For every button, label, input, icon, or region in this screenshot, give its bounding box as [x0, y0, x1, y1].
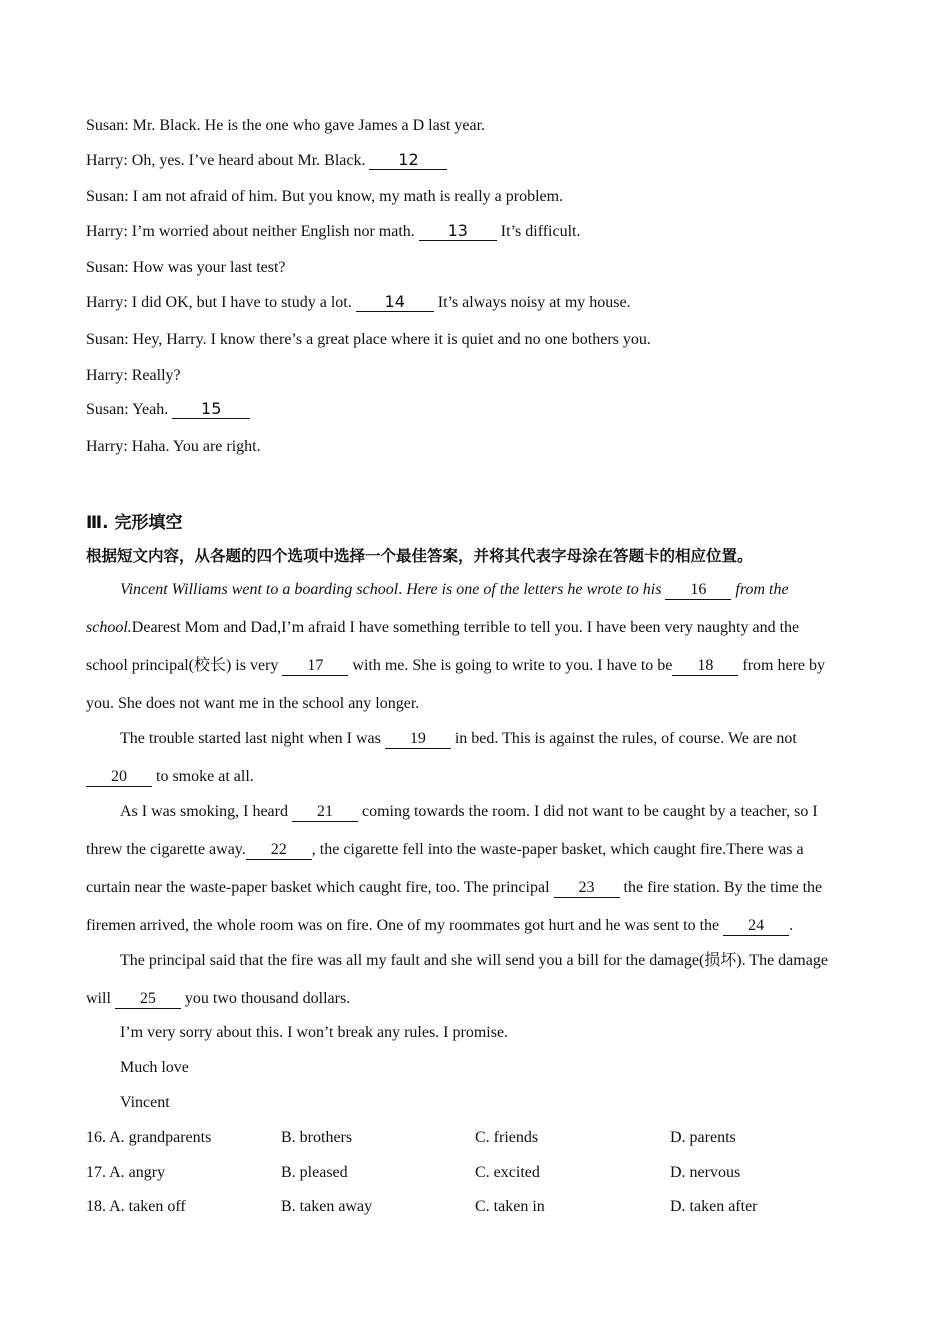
letter-signature: Vincent [120, 1094, 170, 1111]
option-d[interactable]: D. parents [670, 1129, 736, 1146]
letter-closing: Much love [120, 1059, 189, 1076]
dialogue-line: Harry: I did OK, but I have to study a lot. 14 It’s always noisy at my house. [86, 292, 631, 311]
answer-blank-18[interactable]: 18 [672, 657, 738, 676]
passage-line: The principal said that the fire was all my fault and she will send you a bill for the damage(损坏). The damage [120, 952, 828, 969]
option-a[interactable]: 18. A. taken off [86, 1198, 186, 1215]
option-b[interactable]: B. pleased [281, 1164, 348, 1181]
passage-line: The trouble started last night when I was 19 in bed. This is against the rules, of course. We are not [120, 730, 797, 747]
option-d[interactable]: D. taken after [670, 1198, 758, 1215]
dialogue-line: Susan: How was your last test? [86, 259, 286, 276]
option-c[interactable]: C. taken in [475, 1198, 545, 1215]
passage-line: will 25 you two thousand dollars. [86, 990, 351, 1007]
answer-blank-14[interactable]: 14 [356, 293, 434, 312]
dialogue-line: Susan: Hey, Harry. I know there’s a great place where it is quiet and no one bothers you. [86, 331, 651, 348]
answer-blank-23[interactable]: 23 [554, 879, 620, 898]
dialogue-line: Susan: I am not afraid of him. But you know, my math is really a problem. [86, 188, 564, 205]
option-d[interactable]: D. nervous [670, 1164, 741, 1181]
section-title: Ⅲ. 完形填空 [86, 513, 183, 533]
option-c[interactable]: C. friends [475, 1129, 539, 1146]
dialogue-line: Susan: Mr. Black. He is the one who gave James a D last year. [86, 117, 486, 134]
dialogue-line: Susan: Yeah. 15 [86, 400, 250, 420]
section-instruction: 根据短文内容，从各题的四个选项中选择一个最佳答案，并将其代表字母涂在答题卡的相应位置。 [86, 547, 753, 565]
passage-line: curtain near the waste-paper basket which caught fire, too. The principal 23 the fire station. By the time the [86, 879, 823, 896]
answer-blank-13[interactable]: 13 [419, 222, 497, 241]
dialogue-line: Harry: Haha. You are right. [86, 438, 261, 455]
passage-line: As I was smoking, I heard 21 coming towards the room. I did not want to be caught by a teacher, so I [120, 803, 818, 820]
dialogue-line: Harry: I’m worried about neither English nor math. 13 It’s difficult. [86, 221, 581, 240]
answer-blank-24[interactable]: 24 [723, 917, 789, 936]
passage-line: 20 to smoke at all. [86, 767, 254, 787]
option-c[interactable]: C. excited [475, 1164, 540, 1181]
answer-blank-15[interactable]: 15 [172, 400, 250, 419]
answer-blank-20[interactable]: 20 [86, 768, 152, 787]
answer-blank-25[interactable]: 25 [115, 990, 181, 1009]
option-a[interactable]: 16. A. grandparents [86, 1129, 212, 1146]
passage-line: threw the cigarette away. 22 , the cigarette fell into the waste-paper basket, which caught fire.There was a [86, 841, 804, 858]
passage-line: you. She does not want me in the school any longer. [86, 695, 420, 712]
answer-blank-17[interactable]: 17 [282, 657, 348, 676]
answer-blank-12[interactable]: 12 [369, 151, 447, 170]
passage-line: firemen arrived, the whole room was on fire. One of my roommates got hurt and he was sent to the 24 . [86, 917, 794, 934]
passage-line: Vincent Williams went to a boarding school. Here is one of the letters he wrote to his 16 from the [120, 581, 789, 598]
answer-blank-22[interactable]: 22 [246, 841, 312, 860]
passage-line: school principal(校长) is very 17 with me. She is going to write to you. I have to be 18 from here by [86, 657, 825, 674]
answer-blank-19[interactable]: 19 [385, 730, 451, 749]
option-b[interactable]: B. taken away [281, 1198, 373, 1215]
dialogue-line: Harry: Really? [86, 367, 181, 384]
answer-blank-21[interactable]: 21 [292, 803, 358, 822]
answer-blank-16[interactable]: 16 [665, 581, 731, 600]
passage-line: school.Dearest Mom and Dad,I’m afraid I have something terrible to tell you. I have been very naughty and the [86, 619, 800, 636]
option-a[interactable]: 17. A. angry [86, 1164, 166, 1181]
option-b[interactable]: B. brothers [281, 1129, 353, 1146]
dialogue-line: Harry: Oh, yes. I’ve heard about Mr. Black. 12 [86, 151, 447, 171]
passage-line: I’m very sorry about this. I won’t break any rules. I promise. [120, 1024, 509, 1041]
